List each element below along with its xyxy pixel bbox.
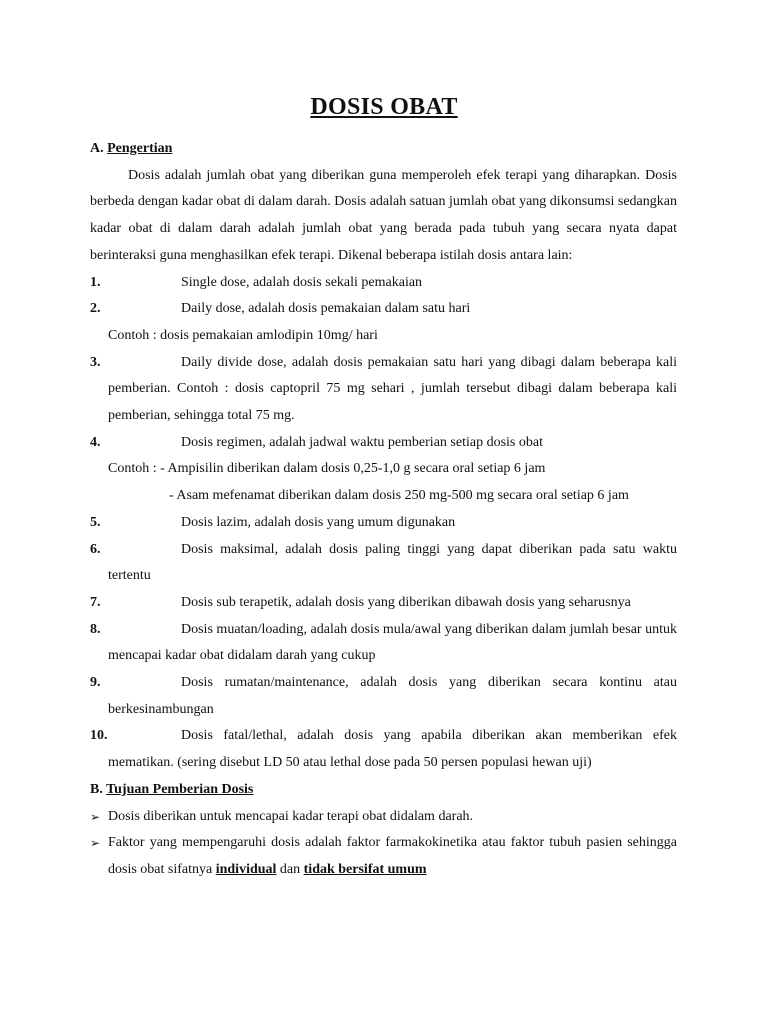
item-text: Dosis regimen, adalah jadwal waktu pemberian setiap dosis obat bbox=[181, 434, 543, 450]
item-number: 3. bbox=[90, 354, 101, 370]
item-number: 6. bbox=[90, 541, 101, 557]
section-letter: A. bbox=[90, 141, 104, 156]
example-text: Contoh : - Ampisilin diberikan dalam dosis 0,25-1,0 g secara oral setiap 6 jam bbox=[108, 461, 546, 477]
bullet-text: Dosis diberikan untuk mencapai kadar terapi obat didalam darah. bbox=[108, 808, 474, 824]
bullet-text: dan bbox=[276, 861, 304, 877]
list-item bbox=[90, 723, 677, 776]
emphasis-text: individual bbox=[215, 861, 277, 877]
arrow-bullet-icon: ➢ bbox=[90, 836, 101, 851]
item-number: 2. bbox=[90, 301, 101, 317]
example-text: - Asam mefenamat diberikan dalam dosis 250 mg-500 mg secara oral setiap 6 jam bbox=[169, 488, 629, 504]
list-item bbox=[90, 510, 677, 537]
document-body bbox=[90, 136, 677, 884]
section-b-heading bbox=[90, 777, 677, 804]
item-text: Dosis rumatan/maintenance, adalah dosis yang diberikan secara kontinu atau berkesinambungan bbox=[108, 675, 677, 717]
bullet-item bbox=[90, 804, 677, 831]
item-number: 5. bbox=[90, 514, 101, 530]
item-number: 10. bbox=[90, 728, 108, 744]
item-text: Daily dose, adalah dosis pemakaian dalam satu hari bbox=[181, 301, 471, 317]
list-item bbox=[90, 296, 677, 323]
section-title: Pengertian bbox=[107, 141, 173, 156]
item-number: 8. bbox=[90, 621, 101, 637]
emphasis-text: tidak bersifat umum bbox=[303, 861, 427, 877]
example-text: Contoh : dosis pemakaian amlodipin 10mg/ hari bbox=[108, 327, 378, 343]
item-text: Dosis fatal/lethal, adalah dosis yang apabila diberikan akan memberikan efek mematikan. (sering disebut LD 50 atau lethal dose pada 50 persen populasi hewan uji) bbox=[108, 728, 677, 771]
item-number: 7. bbox=[90, 594, 101, 610]
item-number: 1. bbox=[90, 274, 101, 290]
list-item bbox=[90, 350, 677, 430]
item-text: Dosis muatan/loading, adalah dosis mula/awal yang diberikan dalam jumlah besar untuk mencapai kadar obat didalam darah yang cukup bbox=[108, 621, 677, 664]
arrow-bullet-icon: ➢ bbox=[90, 809, 101, 824]
section-title: Tujuan Pemberian Dosis bbox=[106, 781, 254, 797]
item-text: Daily divide dose, adalah dosis pemakaian satu hari yang dibagi dalam beberapa kali pemberian. Contoh : dosis captopril 75 mg sehari , jumlah tersebut dibagi dalam beberapa kali pemberian, sehingga total 75 mg. bbox=[108, 354, 677, 424]
list-item bbox=[90, 670, 677, 723]
item-number: 9. bbox=[90, 675, 101, 691]
section-letter: B. bbox=[90, 781, 103, 797]
item-number: 4. bbox=[90, 434, 101, 450]
item-text: Dosis maksimal, adalah dosis paling tinggi yang dapat diberikan pada satu waktu tertentu bbox=[108, 541, 677, 584]
item-text: Dosis sub terapetik, adalah dosis yang diberikan dibawah dosis yang seharusnya bbox=[181, 594, 631, 610]
list-item bbox=[90, 537, 677, 590]
section-a-heading bbox=[90, 136, 677, 163]
item-text: Dosis lazim, adalah dosis yang umum digunakan bbox=[181, 514, 456, 530]
list-item bbox=[90, 617, 677, 670]
document-title: DOSIS OBAT bbox=[310, 94, 458, 120]
list-item bbox=[90, 590, 677, 617]
intro-paragraph: Dosis adalah jumlah obat yang diberikan guna memperoleh efek terapi yang diharapkan. Dosis berbeda dengan kadar obat di dalam darah. Dosis adalah satuan jumlah obat yang dikonsumsi sedangkan kadar obat di dalam darah adalah jumlah obat yang berada pada tubuh yang secara nyata dapat berinteraksi guna menghasilkan efek terapi. Dikenal beberapa istilah dosis antara lain: bbox=[90, 167, 677, 263]
bullet-item bbox=[90, 830, 677, 883]
bullet-text: Faktor yang mempengaruhi dosis adalah faktor farmakokinetika atau faktor tubuh pasien sehingga dosis obat sifatnya bbox=[108, 835, 677, 877]
list-item bbox=[90, 430, 677, 457]
list-item bbox=[90, 270, 677, 297]
item-text: Single dose, adalah dosis sekali pemakaian bbox=[181, 274, 423, 290]
